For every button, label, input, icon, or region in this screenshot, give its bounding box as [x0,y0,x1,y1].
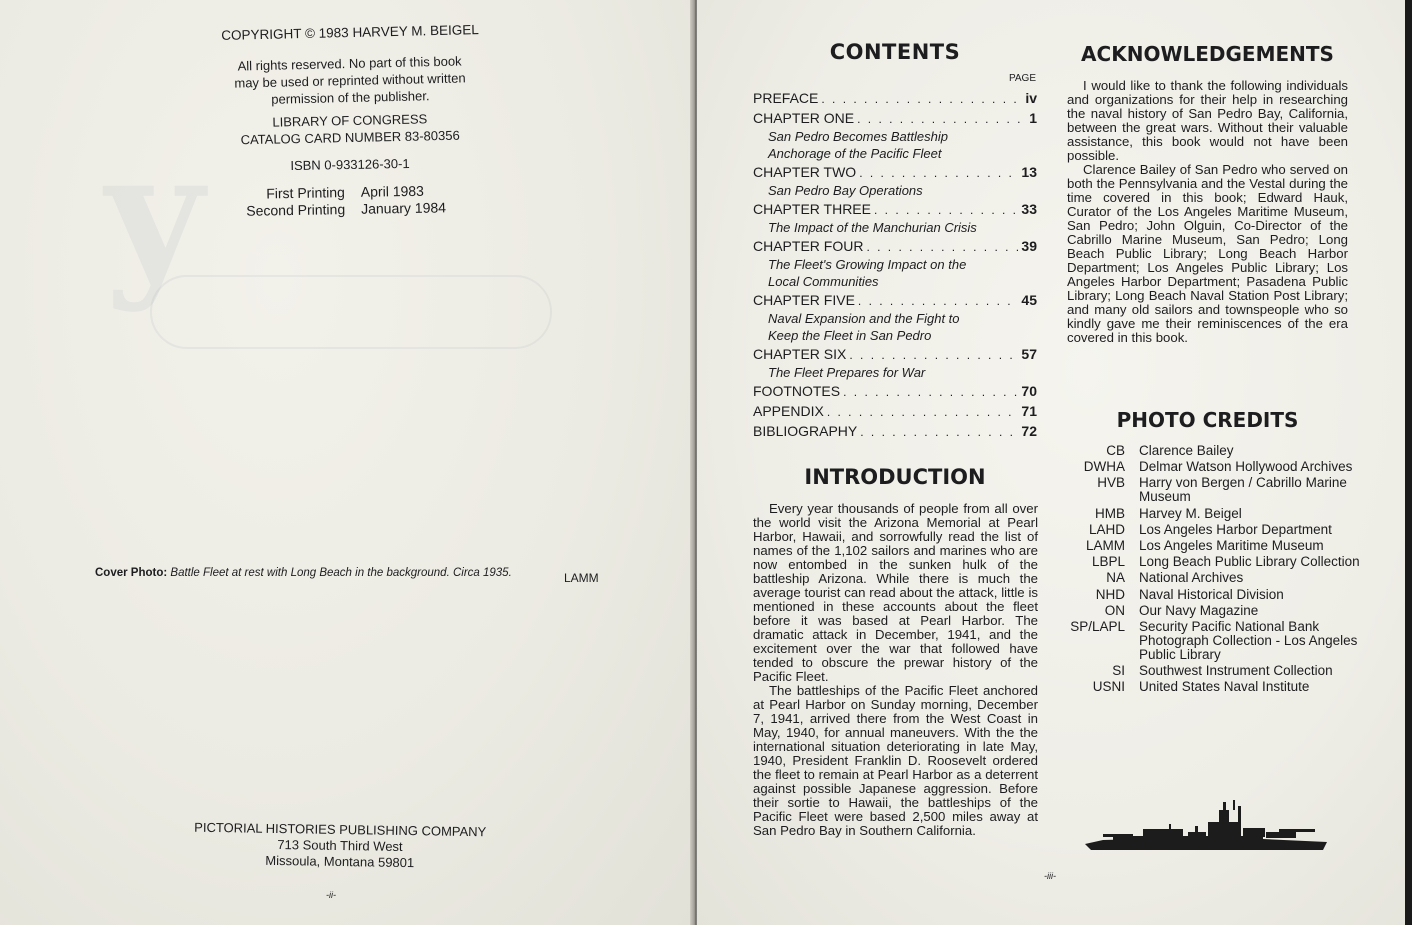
printing-label: Second Printing [246,201,346,219]
contents-heading: CONTENTS [829,40,961,64]
library-of-congress [215,109,486,149]
table-of-contents [753,88,1037,441]
toc-entry [753,88,1037,108]
introduction-paragraph: The battleships of the Pacific Fleet anchored at Pearl Harbor on Sunday morning, December 7, 1941, arrived there from the West Coast in May, 1940, for annual maneuvers. With the the international situation deteriorating in late May, 1940, President Franklin D. Roosevelt ordered the fleet to remain at Pearl Harbor as a deterrent against possible Japanese aggression. Before their sortie to Hawaii, the battleships of the Pacific Fleet were based 2,500 miles away at San Pedro Bay in Southern California. [753,683,1038,838]
photo-credit-name: Delmar Watson Hollywood Archives [1139,459,1353,475]
photo-credit-name: Clarence Bailey [1139,443,1234,458]
photo-credit-row [1067,539,1367,553]
introduction-heading: INTRODUCTION [804,465,986,489]
toc-entry [753,344,1037,364]
rights-line: may be used or reprinted without written [234,70,466,91]
copyright-line: COPYRIGHT © 1983 HARVEY M. BEIGEL [221,22,479,43]
photo-credit-code: SP/LAPL [1070,618,1125,634]
photo-credit-row [1067,680,1367,694]
printing-date: April 1983 [360,182,425,200]
toc-leader-dots [858,291,1019,311]
toc-leader-dots [827,402,1019,422]
toc-entry [753,381,1037,401]
toc-subtitle: San Pedro Bay Operations [768,183,923,198]
photo-credit-name: United States Naval Institute [1139,679,1310,695]
toc-entry-page: 45 [1021,292,1037,308]
battleship-silhouette-icon [1083,792,1329,854]
toc-entry-title: CHAPTER THREE [753,201,871,217]
photo-credit-code: NA [1106,570,1125,586]
photo-credit-name: Southwest Instrument Collection [1139,663,1333,679]
page-number-right: -iii- [1044,871,1056,881]
acknowledgements-heading: ACKNOWLEDGEMENTS [1081,42,1334,66]
toc-entry-page: 57 [1021,346,1037,362]
photo-credit-name: Security Pacific National Bank Photograph Collection - Los Angeles Public Library [1139,618,1358,662]
photo-credit-row [1067,523,1367,537]
toc-entry-title: CHAPTER FOUR [753,238,864,254]
toc-entry [753,199,1037,219]
photo-credit-name: Naval Historical Division [1139,586,1284,602]
photo-credit-code: HMB [1095,505,1125,521]
photo-credit-name: Harvey M. Beigel [1139,505,1242,521]
toc-subtitle: The Fleet's Growing Impact on the [768,257,967,272]
photo-credit-code: ON [1104,602,1125,618]
cover-photo-credit: LAMM [564,571,599,585]
photo-credit-code: USNI [1092,679,1125,695]
cover-photo-text: Battle Fleet at rest with Long Beach in the background. Circa 1935. [170,567,512,579]
toc-subtitle: Keep the Fleet in San Pedro [768,328,932,343]
toc-subtitle: The Impact of the Manchurian Crisis [768,220,977,235]
toc-subtitle: Anchorage of the Pacific Fleet [768,146,942,161]
photo-credits-heading: PHOTO CREDITS [1116,408,1299,432]
acknowledgements-paragraph: Clarence Bailey of San Pedro who served on both the Pennsylvania and the Vestal during the time covered in this book; Edward Hauk, Curator of the Los Angeles Maritime Museum, San Pedro; John Olguin, Co-Director of the Cabrillo Marine Museum, San Pedro; Long Beach Public Library; Long Beach Harbor Department; Los Angeles Public Library; Los Angeles Harbor Department; Pasadena Public Library; Long Beach Naval Station Post Library; and many old sailors and townspeople who so kindly gave me their reminiscences of the era covered in this book. [1067,162,1348,345]
printing-label: First Printing [266,184,345,202]
photo-credit-row [1067,507,1367,521]
photo-credit-name: Harry von Bergen / Cabrillo Marine Museum [1139,475,1347,505]
toc-entry-title: FOOTNOTES [753,383,841,399]
photo-credit-row [1067,555,1367,569]
photo-credit-code: LAHD [1088,521,1125,537]
photo-credit-row [1067,604,1367,618]
show-through-oval [150,275,552,349]
toc-leader-dots [821,89,1022,109]
toc-entry-title: PREFACE [753,90,819,106]
photo-credit-code: DWHA [1083,459,1125,475]
rights-line: All rights reserved. No part of this book [237,53,462,74]
photo-credit-name: Our Navy Magazine [1139,602,1259,618]
printing-date: January 1984 [360,199,447,217]
photo-credits-list [1067,444,1367,696]
photo-credit-row [1067,444,1367,458]
photo-credit-row [1067,664,1367,678]
photo-credit-row [1067,588,1367,602]
toc-entry-page: 71 [1021,403,1037,419]
rights-line: permission of the publisher. [271,88,430,107]
page-number-left: -ii- [326,890,336,900]
cover-photo-caption [95,567,515,579]
left-page [0,0,693,925]
toc-leader-dots [843,382,1018,402]
toc-entry-page: iv [1025,90,1037,106]
photo-credit-code: LAMM [1085,537,1125,553]
toc-entry-page: 39 [1021,238,1037,254]
toc-entry [753,236,1037,256]
toc-entry-page: 72 [1021,423,1037,439]
book-edge-right [1405,0,1412,925]
photo-credit-code: NHD [1095,586,1125,602]
publisher-street: 713 South Third West [277,837,403,854]
loc-line: CATALOG CARD NUMBER 83-80356 [240,127,460,148]
toc-entry-title: CHAPTER FIVE [753,292,855,308]
toc-subtitle: San Pedro Becomes Battleship [768,129,948,144]
toc-subtitle: Naval Expansion and the Fight to [768,311,960,326]
photo-credit-row [1067,460,1367,474]
photo-credit-name: Long Beach Public Library Collection [1139,554,1360,570]
contents-page-label: PAGE [1008,73,1036,84]
photo-credit-name: Los Angeles Harbor Department [1139,521,1332,537]
isbn: ISBN 0-933126-30-1 [290,155,410,174]
photo-credit-row [1067,620,1367,662]
toc-entry-title: CHAPTER ONE [753,110,855,126]
toc-entry [753,108,1037,128]
cover-photo-label: Cover Photo: [95,567,168,579]
introduction-body [753,502,1038,838]
rights-statement [214,52,485,109]
toc-entry [753,290,1037,310]
toc-leader-dots [859,163,1018,183]
photo-credit-code: CB [1106,443,1125,458]
toc-entry-title: BIBLIOGRAPHY [753,423,858,439]
photo-credit-row [1067,571,1367,585]
acknowledgements-paragraph: I would like to thank the following individuals and organizations for their help in researching the naval history of San Pedro Bay, California, between the great wars. Without their valuable assistance, this book would not have been possible. [1067,78,1348,163]
publisher-city: Missoula, Montana 59801 [265,852,415,871]
toc-leader-dots [874,200,1018,220]
toc-entry [753,401,1037,421]
toc-leader-dots [860,422,1018,442]
loc-line: LIBRARY OF CONGRESS [272,111,428,130]
toc-entry-title: APPENDIX [753,403,824,419]
toc-subtitle: The Fleet Prepares for War [768,365,926,380]
toc-entry-page: 70 [1021,383,1037,399]
printing-row [215,199,485,221]
photo-credit-name: National Archives [1139,570,1244,586]
toc-leader-dots [857,109,1026,129]
printing-history [215,182,486,221]
toc-entry [753,162,1037,182]
toc-entry-title: CHAPTER SIX [753,346,847,362]
toc-leader-dots [849,345,1018,365]
photo-credit-code: LBPL [1091,554,1125,570]
toc-entry-page: 33 [1021,201,1037,217]
introduction-paragraph: Every year thousands of people from all over the world visit the Arizona Memorial at Pearl Harbor, Hawaii, and sorrowfully read the list of names of the 1,102 sailors and marines who are now entombed in the sunken hulk of the battleship Arizona. While there is much the average tourist can read about the attack, little is mentioned in these accounts about the fleet before it was based at Pearl Harbor. The dramatic attack in December, 1941, and the excitement over the war that followed have tended to obscure the prewar history of the Pacific Fleet. [753,501,1038,684]
toc-entry-title: CHAPTER TWO [753,164,857,180]
toc-entry-page: 13 [1021,164,1037,180]
toc-subtitle: Local Communities [768,274,879,289]
publisher-block [180,819,501,872]
toc-entry [753,421,1037,441]
toc-entry-page: 1 [1029,110,1037,126]
photo-credit-row [1067,476,1367,504]
photo-credit-name: Los Angeles Maritime Museum [1139,537,1324,553]
photo-credit-code: HVB [1097,475,1125,491]
photo-credit-code: SI [1112,663,1125,679]
show-through-title: y [105,115,204,315]
publisher-name: PICTORIAL HISTORIES PUBLISHING COMPANY [194,819,487,840]
toc-leader-dots [866,237,1018,257]
acknowledgements-body [1067,79,1348,345]
